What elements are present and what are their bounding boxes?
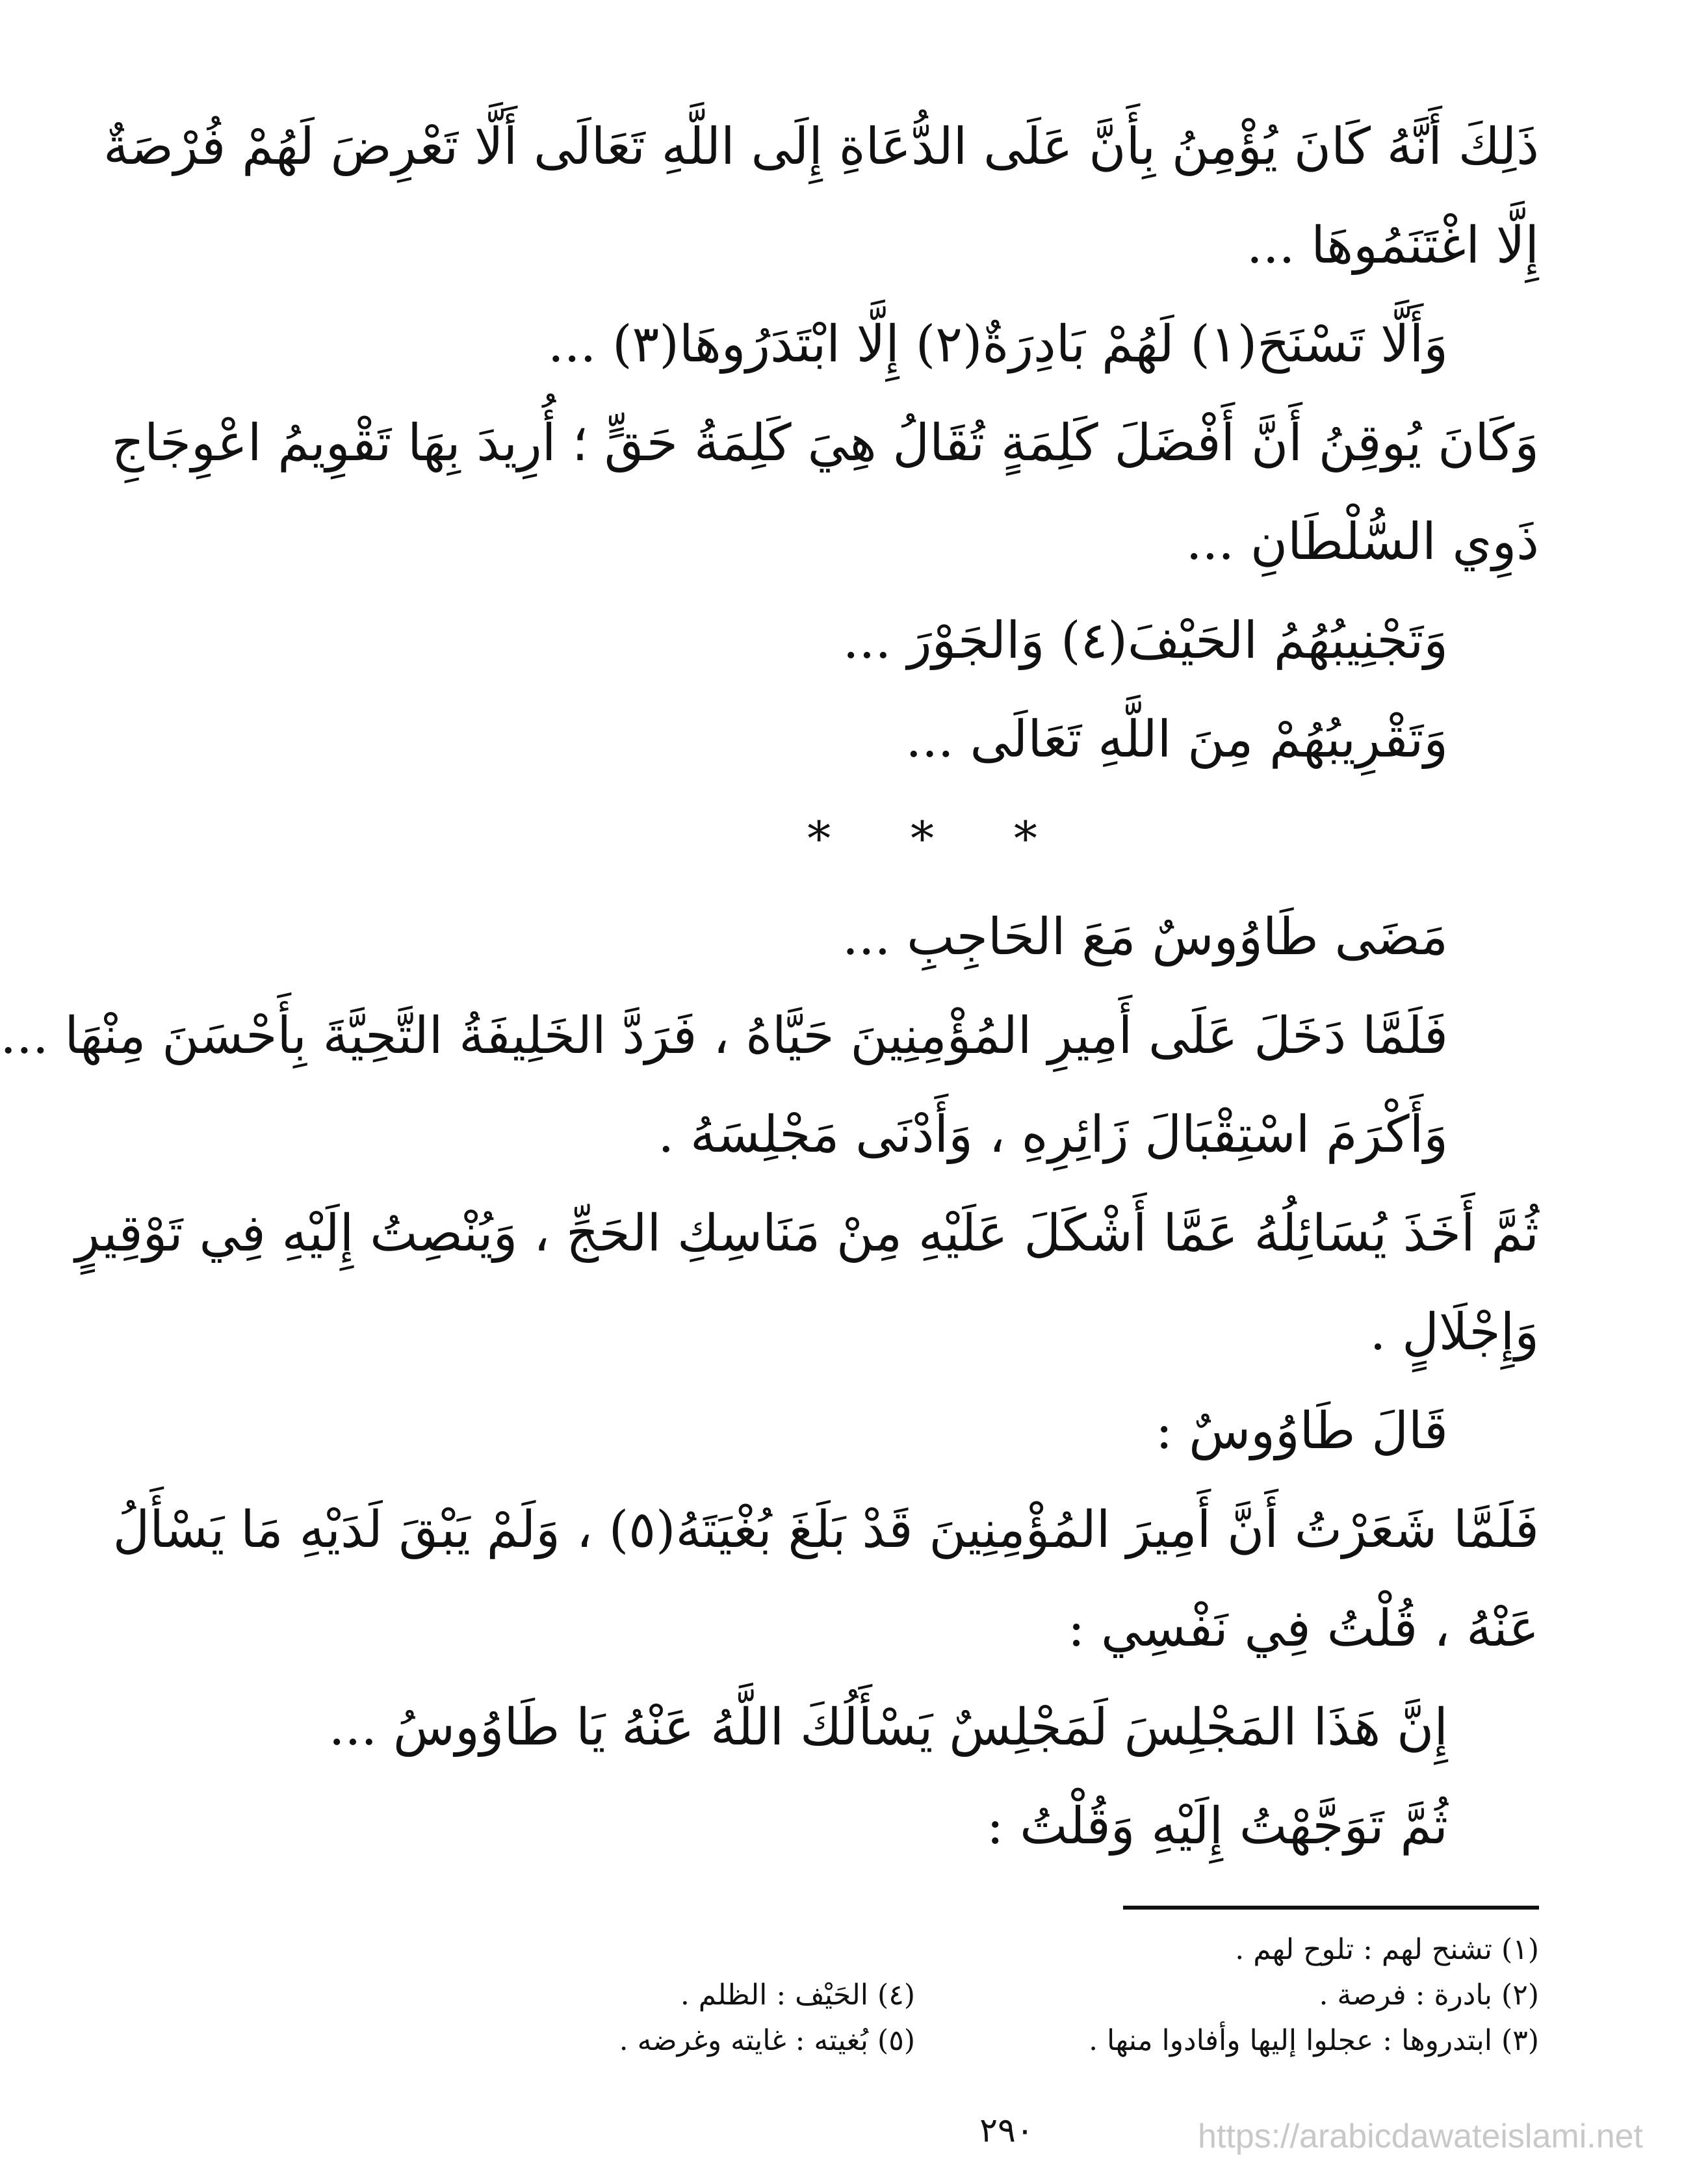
footnotes-column-right: [1089, 1927, 1539, 2064]
text-line: إِنَّ هَذَا المَجْلِسَ لَمَجْلِسٌ يَسْأَلُكَ اللَّهُ عَنْهُ يَا طَاوُوسُ ...: [328, 1698, 1448, 1757]
text-line: وَأَكْرَمَ اسْتِقْبَالَ زَائِرِهِ ، وَأَدْنَى مَجْلِسَهُ .: [658, 1106, 1448, 1164]
main-text: [0, 97, 1539, 1876]
text-line: ذَلِكَ أَنَّهُ كَانَ يُؤْمِنُ بِأَنَّ عَلَى الدُّعَاةِ إِلَى اللَّهِ تَعَالَى أَلَّا تَعْرِضَ لَهُمْ فُرْصَةٌ: [103, 118, 1539, 176]
text-line: وَتَقْرِيبُهُمْ مِنَ اللَّهِ تَعَالَى ...: [905, 710, 1448, 769]
footnote: (١) تشنح لهم : تلوح لهم .: [1235, 1933, 1539, 1966]
text-line: وَأَلَّا تَسْنَحَ(١) لَهُمْ بَادِرَةٌ(٢) إِلَّا ابْتَدَرُوهَا(٣) ...: [547, 315, 1448, 374]
text-line: إِلَّا اغْتَنَمُوهَا ...: [1247, 216, 1539, 275]
text-line: ثُمَّ أَخَذَ يُسَائِلُهُ عَمَّا أَشْكَلَ عَلَيْهِ مِنْ مَنَاسِكِ الحَجِّ ، وَيُنْصِتُ إِلَيْهِ فِي تَوْقِيرٍ: [75, 1204, 1539, 1263]
text-line: فَلَمَّا دَخَلَ عَلَى أَمِيرِ المُؤْمِنِينَ حَيَّاهُ ، فَرَدَّ الخَلِيفَةُ التَّحِيَّةَ بِأَحْسَنَ مِنْهَا ...: [0, 1007, 1448, 1065]
text-line: ثُمَّ تَوَجَّهْتُ إِلَيْهِ وَقُلْتُ :: [987, 1797, 1448, 1856]
footnote: (٥) بُغيته : غايته وغرضه .: [619, 2024, 915, 2057]
footnote: (٣) ابتدروها : عجلوا إليها وأفادوا منها .: [1089, 2024, 1539, 2057]
text-line: ذَوِي السُّلْطَانِ ...: [1185, 513, 1539, 571]
text-line: عَنْهُ ، قُلْتُ فِي نَفْسِي :: [1067, 1600, 1539, 1658]
footnotes-column-left: [619, 1973, 915, 2064]
page-number: ٢٩٠: [979, 2111, 1034, 2150]
watermark-url: https://arabicdawateislami.net: [1197, 2118, 1643, 2155]
text-line: مَضَى طَاوُوسٌ مَعَ الحَاجِبِ ...: [842, 908, 1448, 966]
text-line: فَلَمَّا شَعَرْتُ أَنَّ أَمِيرَ المُؤْمِنِينَ قَدْ بَلَغَ بُغْيَتَهُ(٥) ، وَلَمْ يَبْقَ لَدَيْهِ مَا يَسْأَلُ: [112, 1501, 1539, 1559]
footnote-separator: [1123, 1906, 1539, 1910]
text-line: وَإِجْلَالٍ .: [1369, 1303, 1539, 1362]
text-line: وَكَانَ يُوقِنُ أَنَّ أَفْضَلَ كَلِمَةٍ تُقَالُ هِيَ كَلِمَةُ حَقٍّ ؛ أُرِيدَ بِهَا تَقْوِيمُ اعْوِجَاجِ: [111, 414, 1539, 473]
section-divider: * * *: [807, 811, 1070, 866]
text-line: قَالَ طَاوُوسٌ :: [1156, 1402, 1448, 1460]
footnote: (٤) الحَيْف : الظلم .: [680, 1978, 915, 2012]
footnote: (٢) بادرة : فرصة .: [1319, 1978, 1539, 2012]
text-line: وَتَجْنِيبُهُمُ الحَيْفَ(٤) وَالجَوْرَ ...: [842, 612, 1448, 670]
